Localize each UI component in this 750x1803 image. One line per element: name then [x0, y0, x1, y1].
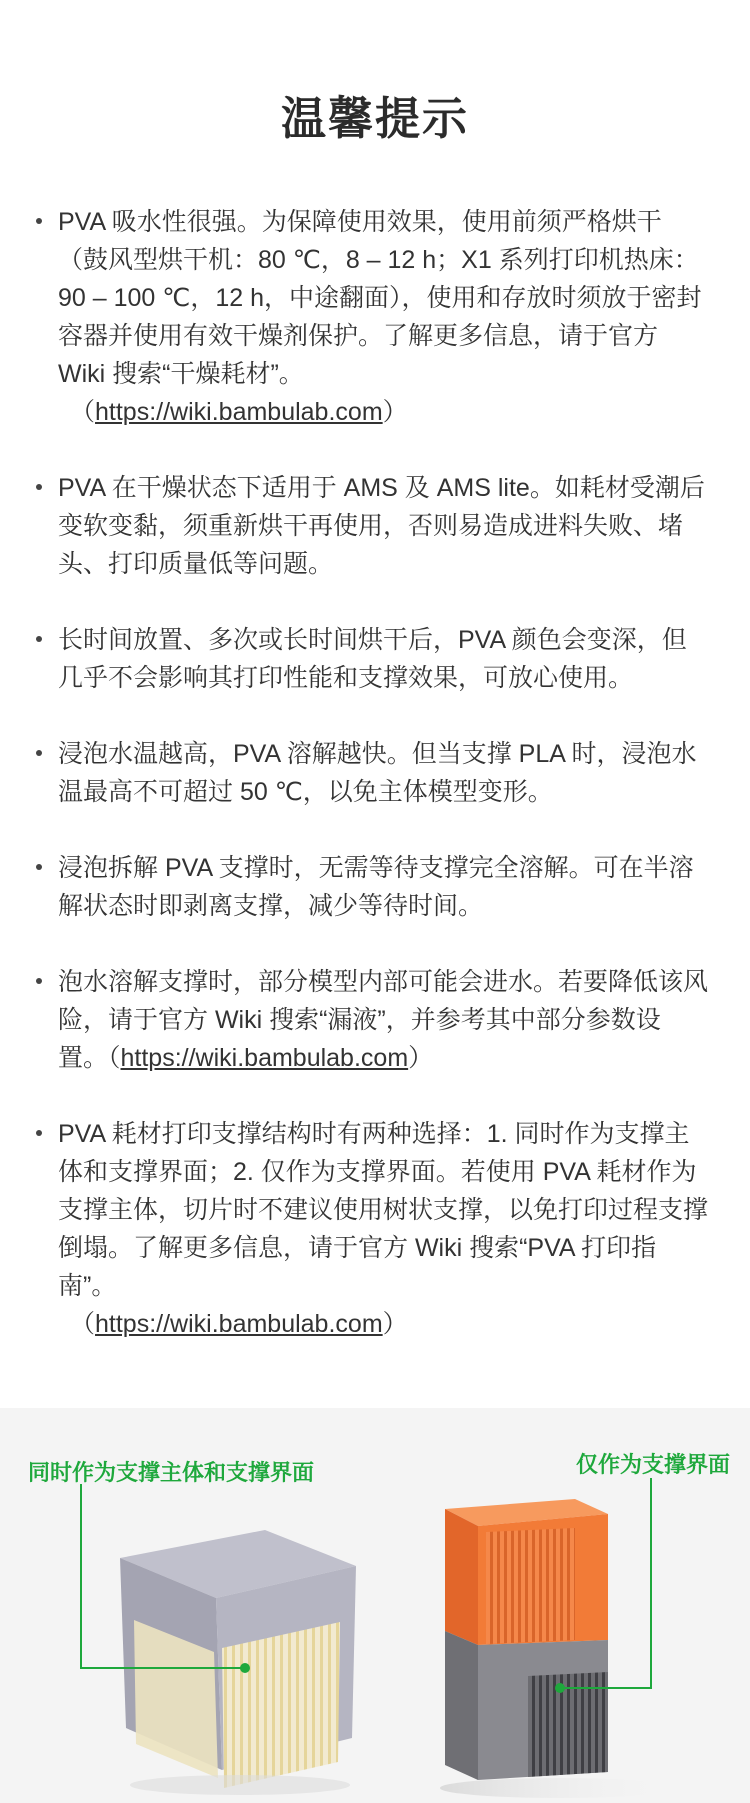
tip-text: PVA 在干燥状态下适用于 AMS 及 AMS lite。如耗材受潮后变软变黏，须重新烘干再使用，否则易造成进料失败、堵头、打印质量低等问题。 [58, 474, 705, 578]
grey-block-left [445, 1631, 478, 1780]
callout-support-interface-only: 仅作为支撑界面 [575, 1452, 730, 1477]
wiki-link[interactable]: https://wiki.bambulab.com [95, 1310, 383, 1338]
tip-text: 泡水溶解支撑时，部分模型内部可能会进水。若要降低该风险，请于官方 Wiki 搜索“漏液”，并参考其中部分参数设置。（ [58, 968, 709, 1072]
wiki-link[interactable]: https://wiki.bambulab.com [95, 398, 383, 426]
tip-text: 浸泡水温越高，PVA 溶解越快。但当支撑 PLA 时，浸泡水温最高不可超过 50 ℃，以免主体模型变形。 [58, 740, 697, 806]
right-shadow [440, 1778, 680, 1798]
right-model-illustration [440, 1499, 680, 1798]
tip-text: 长时间放置、多次或长时间烘干后，PVA 颜色会变深，但几乎不会影响其打印性能和支撑效果，可放心使用。 [58, 626, 687, 692]
tip-text: PVA 耗材打印支撑结构时有两种选择：1. 同时作为支撑主体和支撑界面；2. 仅作为支撑界面。若使用 PVA 耗材作为支撑主体，切片时不建议使用树状支撑，以免打印过程支撑倒塌。了解更多信息，请于官方 Wiki 搜索“PVA 打印指南”。 [58, 1120, 709, 1300]
paren-close: ） [382, 398, 408, 426]
orange-support-ribs [486, 1528, 575, 1644]
paren-open: （ [70, 398, 96, 426]
left-shadow [130, 1775, 350, 1795]
page-title: 温馨提示 [280, 93, 469, 144]
paren-close: ） [408, 1044, 434, 1072]
tip-text: PVA 吸水性很强。为保障使用效果，使用前须严格烘干（鼓风型烘干机：80 ℃，8 – 12 h；X1 系列打印机热床：90 – 100 ℃，12 h，中途翻面），使用和存放时须放于密封容器并使用有效干燥剂保护。了解更多信息，请于官方 Wiki 搜索“干燥耗材”。 [58, 208, 702, 388]
paren-close: ） [382, 1310, 408, 1338]
right-leader-dot [555, 1683, 565, 1693]
callout-support-body-and-interface: 同时作为支撑主体和支撑界面 [28, 1460, 315, 1485]
tip-text: 浸泡拆解 PVA 支撑时，无需等待支撑完全溶解。可在半溶解状态时即剥离支撑，减少等待时间。 [58, 854, 694, 920]
orange-block-left [445, 1509, 478, 1645]
pva-support-interface [222, 1622, 340, 1788]
paren-open: （ [70, 1310, 96, 1338]
wiki-link[interactable]: https://wiki.bambulab.com [120, 1044, 409, 1072]
left-leader-dot [240, 1663, 250, 1673]
left-model-illustration [120, 1530, 356, 1795]
